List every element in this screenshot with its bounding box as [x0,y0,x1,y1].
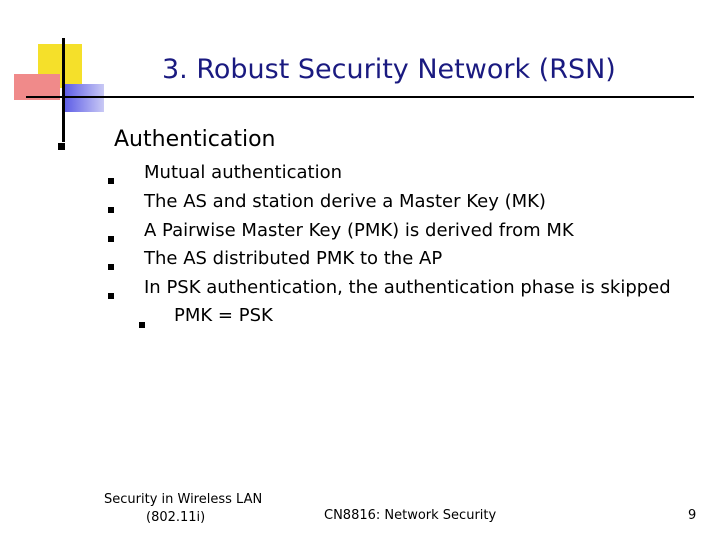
page-number: 9 [688,508,697,523]
decor-vertical-line [62,38,65,142]
square-bullet-icon [58,143,65,150]
square-bullet-icon [108,207,114,213]
sub-bullet-text: The AS and station derive a Master Key (MK) [144,191,546,212]
square-bullet-icon [108,236,114,242]
square-bullet-icon [108,264,114,270]
sub-bullet-text: The AS distributed PMK to the AP [144,248,443,269]
footer-left-line1: Security in Wireless LAN [104,492,263,507]
title-underline [26,96,694,98]
sub-bullet-text: A Pairwise Master Key (PMK) is derived from MK [144,220,574,241]
slide-title: 3. Robust Security Network (RSN) [162,54,616,85]
sub-sub-bullet-text: PMK = PSK [174,305,273,326]
square-bullet-icon [139,322,145,328]
square-bullet-icon [108,293,114,299]
sub-bullet-text: Mutual authentication [144,162,343,183]
square-bullet-icon [108,178,114,184]
main-bullet-text: Authentication [114,127,276,152]
decor-blue-square [64,84,104,112]
footer-center: CN8816: Network Security [324,508,497,523]
sub-bullet-text: In PSK authentication, the authentication phase is skipped [144,277,671,298]
footer-left-line2: (802.11i) [146,510,206,525]
